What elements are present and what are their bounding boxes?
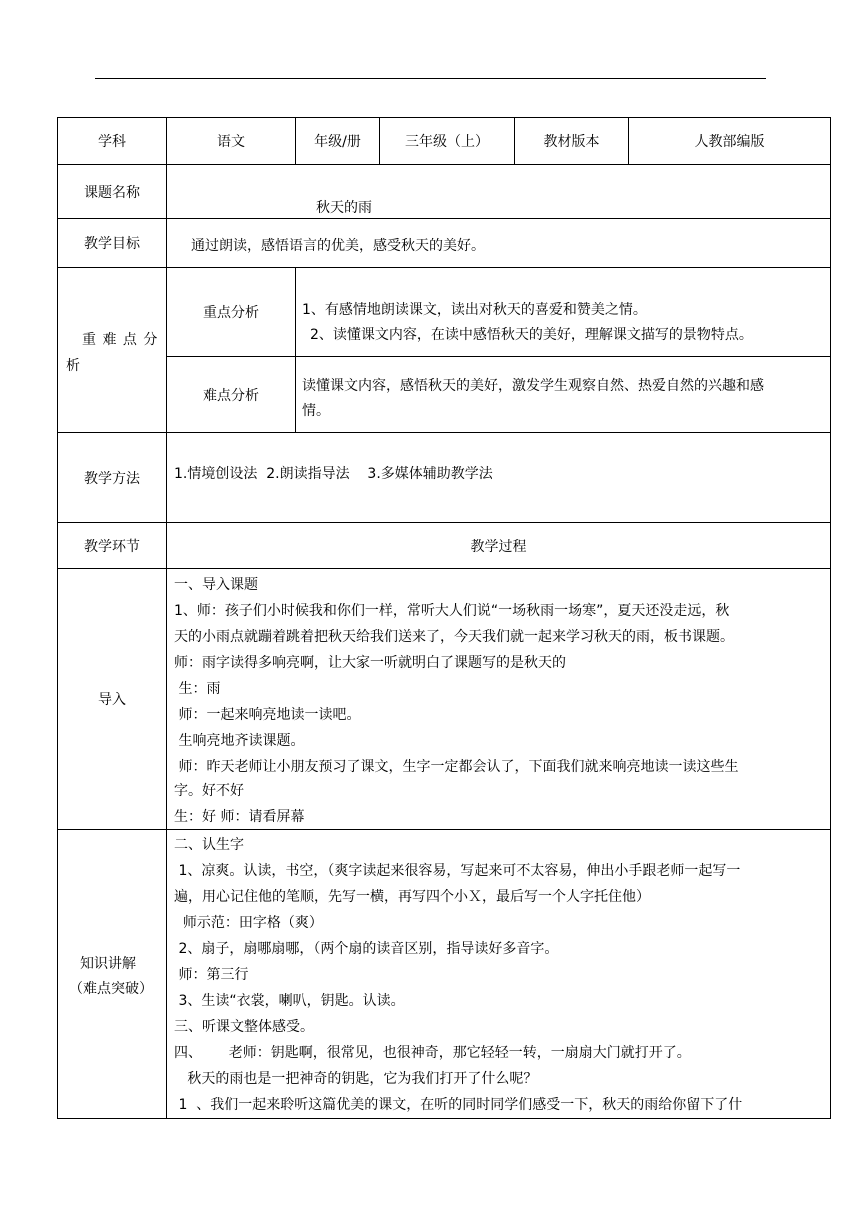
- knowledge-line-10: 秋天的雨也是一把神奇的钥匙，它为我们打开了什么呢？: [174, 1071, 538, 1087]
- subject-label: 学科: [98, 134, 126, 150]
- key-analysis-line-1: 1、有感情地朗读课文，读出对秋天的喜爱和赞美之情。: [302, 302, 647, 318]
- intro-content-cell: [166, 568, 831, 830]
- knowledge-line-11: 1 、我们一起来聆听这篇优美的课文，在听的同时同学们感受一下，秋天的雨给你留下了什: [174, 1097, 743, 1113]
- subject-label-cell: [57, 117, 167, 165]
- method-value-cell: [166, 432, 831, 523]
- goal-value: 通过朗读，感悟语言的优美，感受秋天的美好。: [191, 238, 485, 254]
- process-value-cell: [166, 522, 831, 569]
- key-analysis-label-cell: [166, 267, 296, 357]
- knowledge-line-1: 二、认生字: [174, 837, 244, 853]
- knowledge-label-line1: 知识讲解: [80, 956, 136, 972]
- subject-value-cell: [166, 117, 296, 165]
- intro-line-8: 师：昨天老师让小朋友预习了课文，生字一定都会认了，下面我们就来响亮地读一读这些生: [174, 759, 739, 775]
- intro-line-9: 字。好不好: [174, 783, 244, 799]
- header-rule: [95, 78, 766, 79]
- intro-line-6: 师：一起来响亮地读一读吧。: [174, 707, 361, 723]
- knowledge-label-cell: [57, 829, 167, 1119]
- knowledge-line-2: 1、凉爽。认读，书空，（爽字读起来很容易，写起来可不太容易，伸出小手跟老师一起写一: [174, 863, 741, 879]
- intro-line-4: 师：雨字读得多响亮啊，让大家一听就明白了课题写的是秋天的: [174, 655, 566, 671]
- intro-line-5: 生：雨: [174, 681, 221, 697]
- topic-value-cell: [166, 164, 831, 219]
- goal-value-cell: [166, 218, 831, 268]
- knowledge-label-line2: （难点突破）: [69, 981, 153, 997]
- goal-label: 教学目标: [84, 236, 140, 252]
- intro-line-7: 生响亮地齐读课题。: [174, 733, 305, 749]
- edition-value-cell: [628, 117, 831, 165]
- analysis-label-line2: 析: [66, 358, 80, 374]
- edition-label: 教材版本: [543, 134, 600, 150]
- intro-line-3: 天的小雨点就蹦着跳着把秋天给我们送来了，今天我们就一起来学习秋天的雨，板书课题。: [174, 629, 734, 645]
- topic-value: 秋天的雨: [316, 200, 372, 216]
- process-label: 教学环节: [84, 538, 140, 555]
- subject-value: 语文: [217, 134, 245, 150]
- intro-line-2: 1、师：孩子们小时候我和你们一样，常听大人们说“一场秋雨一场寒”，夏天还没走远，秋: [174, 603, 730, 619]
- knowledge-line-7: 3、生读“衣裳，喇叭，钥匙。认读。: [174, 993, 405, 1009]
- difficult-analysis-label-cell: [166, 356, 296, 433]
- method-value: 1.情境创设法 2.朗读指导法 3.多媒体辅助教学法: [174, 466, 493, 482]
- knowledge-line-4: 师示范：田字格（爽）: [174, 915, 323, 931]
- difficult-analysis-line-2: 情。: [302, 403, 330, 419]
- method-label: 教学方法: [84, 470, 140, 487]
- edition-label-cell: [514, 117, 629, 165]
- intro-line-1: 一、导入课题: [174, 577, 258, 593]
- process-label-cell: [57, 522, 167, 569]
- grade-value-cell: [379, 117, 515, 165]
- goal-label-cell: [57, 218, 167, 268]
- intro-label-cell: [57, 568, 167, 830]
- intro-label: 导入: [98, 692, 126, 708]
- topic-label-cell: [57, 164, 167, 219]
- topic-label: 课题名称: [84, 184, 140, 201]
- grade-label: 年级/册: [314, 134, 361, 150]
- intro-line-10: 生：好 师：请看屏幕: [174, 809, 305, 825]
- grade-value: 三年级（上）: [405, 134, 489, 150]
- difficult-analysis-line-1: 读懂课文内容，感悟秋天的美好，激发学生观察自然、热爱自然的兴趣和感: [302, 378, 764, 394]
- knowledge-content-cell: [166, 829, 831, 1119]
- edition-value: 人教部编版: [694, 134, 765, 150]
- knowledge-line-8: 三、听课文整体感受。: [174, 1019, 314, 1035]
- process-value: 教学过程: [470, 538, 527, 555]
- method-label-cell: [57, 432, 167, 523]
- knowledge-line-6: 师：第三行: [174, 967, 249, 983]
- knowledge-line-3: 遍，用心记住他的笔顺，先写一横，再写四个小Ｘ，最后写一个人字托住他）: [174, 889, 650, 905]
- key-analysis-line-2: 2、读懂课文内容，在读中感悟秋天的美好，理解课文描写的景物特点。: [310, 327, 753, 343]
- difficult-analysis-label: 难点分析: [203, 387, 259, 404]
- analysis-label-line1: 重 难 点 分: [82, 332, 159, 348]
- grade-label-cell: [295, 117, 380, 165]
- key-analysis-value-cell: [295, 267, 831, 357]
- knowledge-line-5: 2、扇子，扇哪扇哪，（两个扇的读音区别，指导读好多音字。: [174, 941, 559, 957]
- knowledge-line-9: 四、 老师：钥匙啊，很常见，也很神奇，那它轻轻一转，一扇扇大门就打开了。: [174, 1045, 691, 1061]
- difficult-analysis-value-cell: [295, 356, 831, 433]
- key-analysis-label: 重点分析: [203, 305, 259, 321]
- analysis-label-cell: [57, 267, 167, 433]
